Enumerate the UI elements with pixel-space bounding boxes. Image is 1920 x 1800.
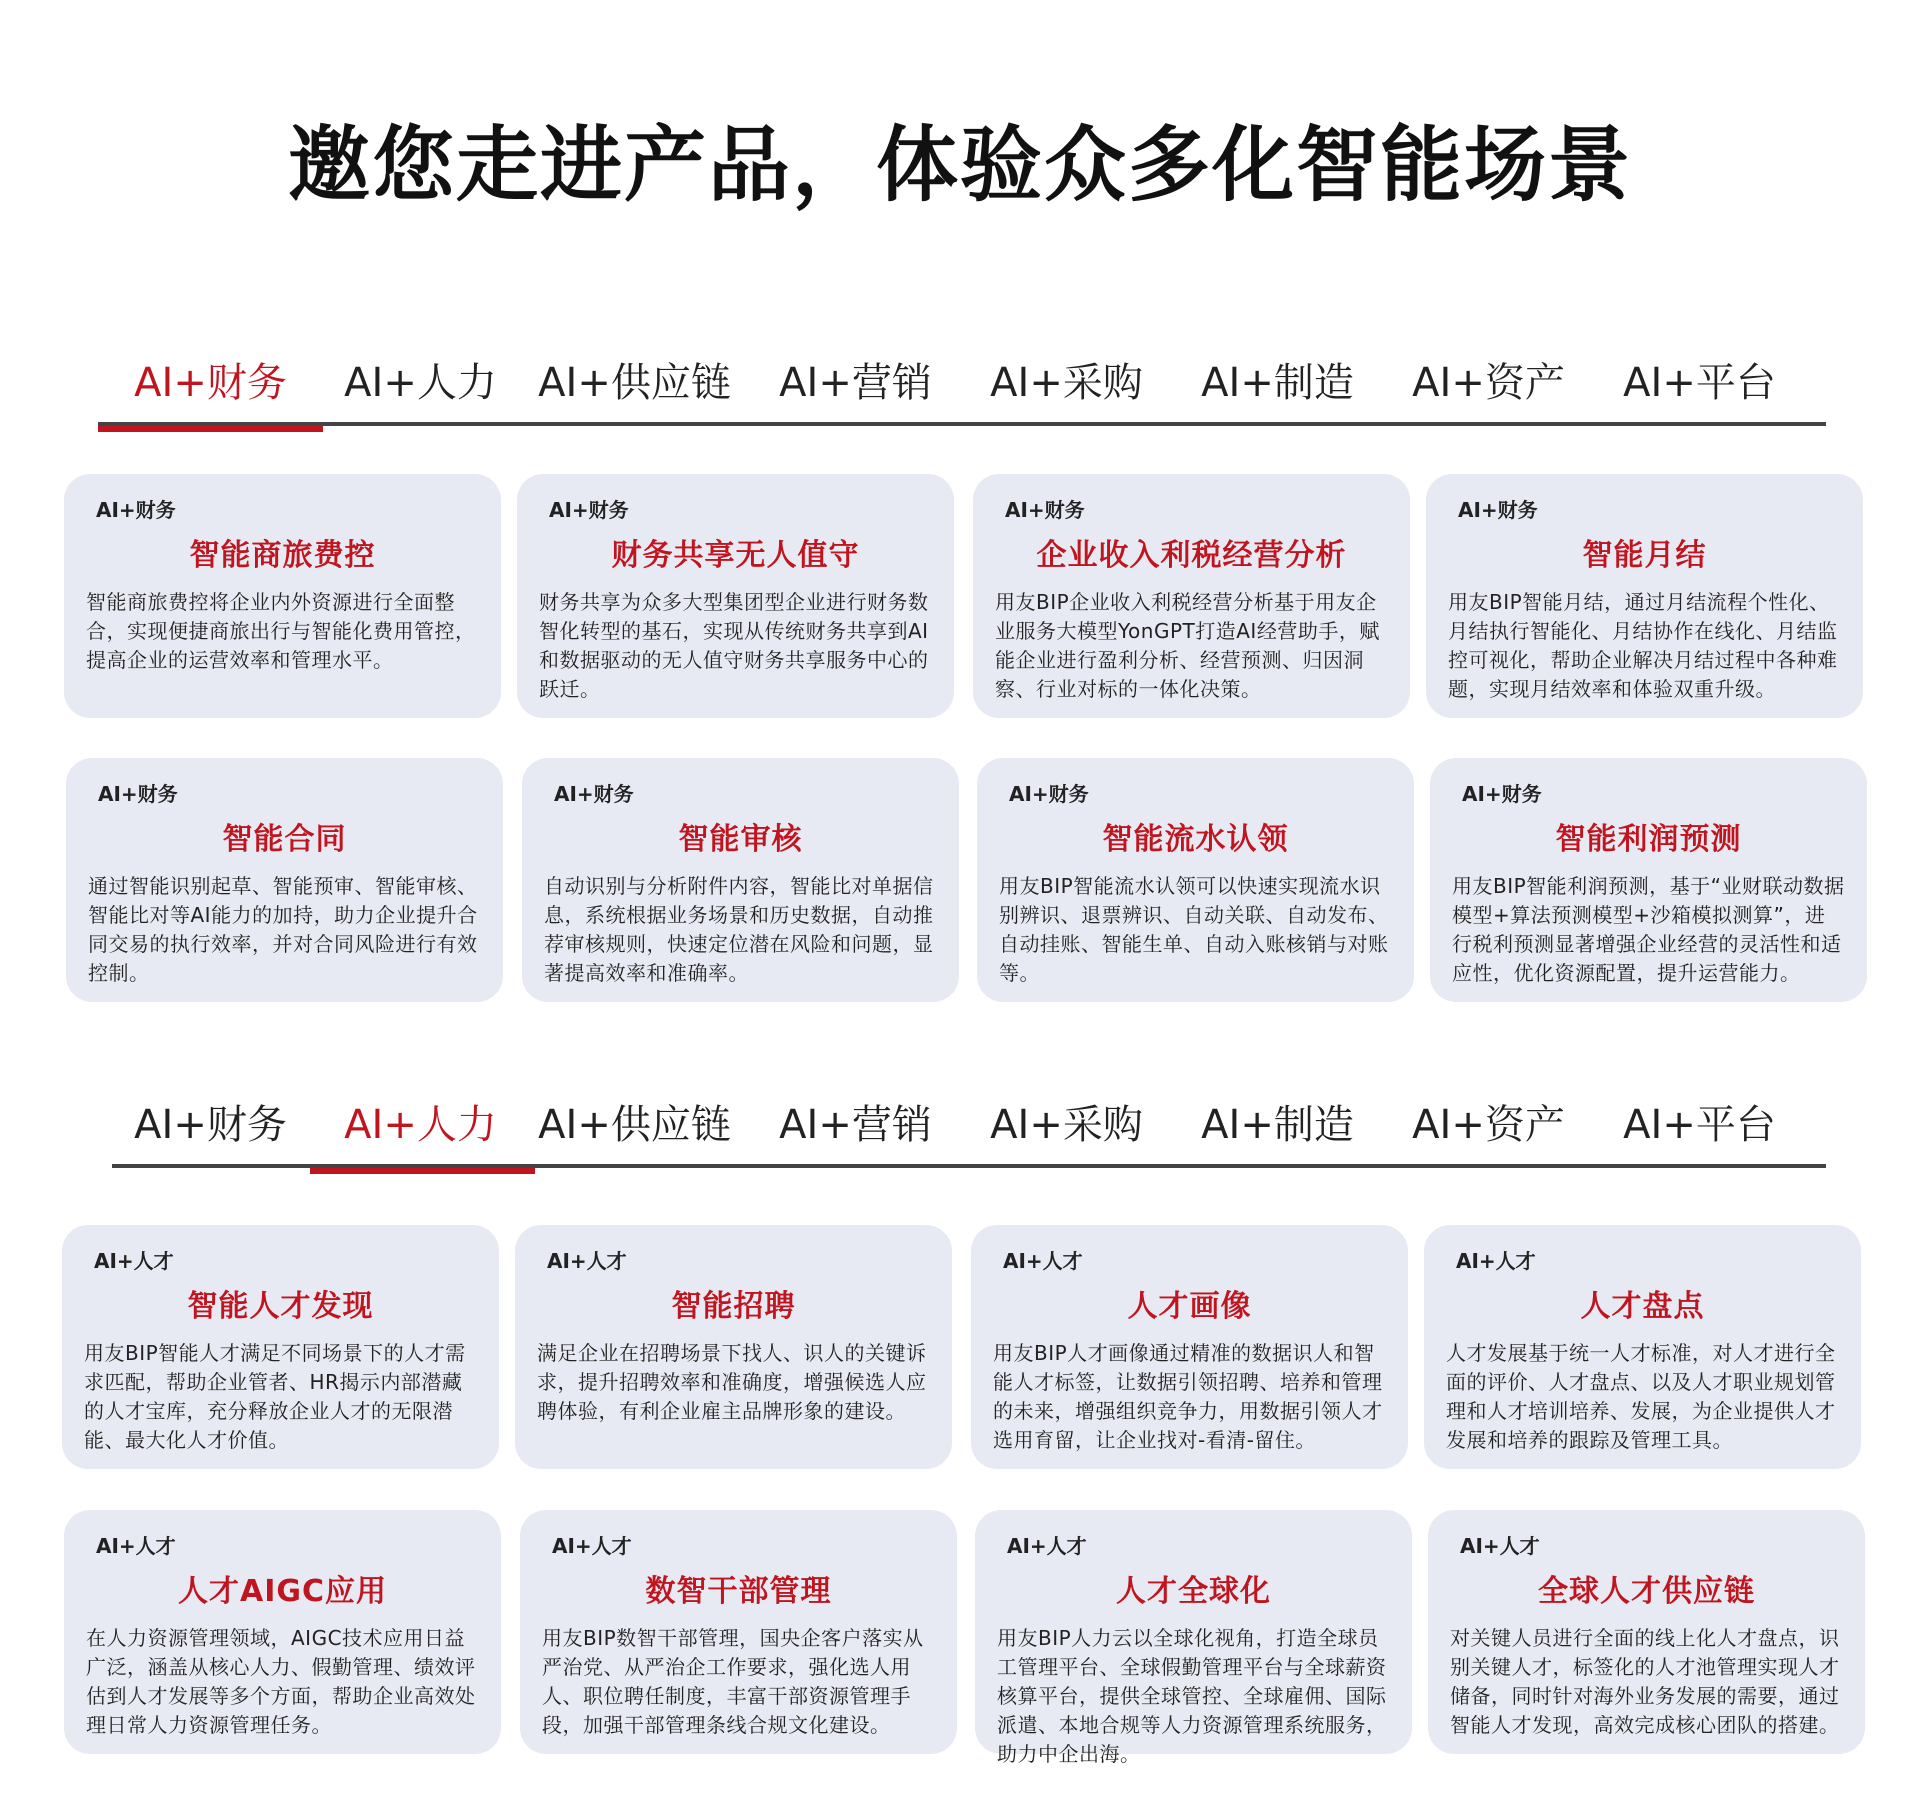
scenario-card[interactable]: [515, 1225, 952, 1469]
card-desc: 用友BIP企业收入利税经营分析基于用友企业服务大模型YonGPT打造AI经营助手，赋能企业进行盈利分析、经营预测、归因洞察、行业对标的一体化决策。: [995, 590, 1380, 701]
card-title: 数智干部管理: [645, 1574, 832, 1609]
card-tag: AI+财务: [1009, 782, 1089, 806]
tab-ai-hr[interactable]: AI+人力: [344, 359, 497, 406]
tab-ai-marketing[interactable]: AI+营销: [779, 359, 932, 406]
scenario-card[interactable]: [1430, 758, 1867, 1002]
card-tag: AI+人才: [1456, 1249, 1536, 1273]
card-tag: AI+人才: [1007, 1534, 1087, 1558]
tab-ai-marketing[interactable]: AI+营销: [779, 1101, 932, 1148]
card-title: 企业收入利税经营分析: [1036, 538, 1347, 573]
scenario-card[interactable]: [522, 758, 959, 1002]
card-desc: 智能商旅费控将企业内外资源进行全面整合，实现便捷商旅出行与智能化费用管控，提高企业的运营效率和管理水平。: [86, 590, 476, 672]
tab-ai-assets[interactable]: AI+资产: [1412, 1101, 1565, 1148]
tab-ai-manufacturing[interactable]: AI+制造: [1201, 1101, 1354, 1148]
card-title: 人才盘点: [1580, 1289, 1705, 1324]
card-title: 人才全球化: [1116, 1574, 1271, 1609]
card-tag: AI+人才: [547, 1249, 627, 1273]
card-title: 财务共享无人值守: [611, 538, 860, 573]
tab-ai-procurement[interactable]: AI+采购: [990, 1101, 1143, 1148]
scenario-card[interactable]: [1426, 474, 1863, 718]
card-tag: AI+人才: [552, 1534, 632, 1558]
card-desc: 用友BIP智能月结，通过月结流程个性化、月结执行智能化、月结协作在线化、月结监控可视化，帮助企业解决月结过程中各种难题，实现月结效率和体验双重升级。: [1448, 590, 1838, 701]
scenario-card[interactable]: [977, 758, 1414, 1002]
tab-ai-procurement[interactable]: AI+采购: [990, 359, 1143, 406]
card-tag: AI+人才: [1003, 1249, 1083, 1273]
card-desc: 人才发展基于统一人才标准，对人才进行全面的评价、人才盘点、以及人才职业规划管理和人才培训培养、发展，为企业提供人才发展和培养的跟踪及管理工具。: [1446, 1341, 1836, 1452]
tab-bar-hr: [112, 1078, 1826, 1168]
scenario-card[interactable]: [62, 1225, 499, 1469]
card-title: 智能商旅费控: [189, 538, 376, 573]
card-title: 智能月结: [1582, 538, 1707, 573]
card-tag: AI+财务: [96, 498, 176, 522]
scenario-card[interactable]: [1428, 1510, 1865, 1754]
tab-ai-assets[interactable]: AI+资产: [1412, 359, 1565, 406]
card-desc: 用友BIP人力云以全球化视角，打造全球员工管理平台、全球假勤管理平台与全球薪资核算平台，提供全球管控、全球雇佣、国际派遣、本地合规等人力资源管理系统服务，助力中企出海。: [997, 1626, 1387, 1766]
card-desc: 通过智能识别起草、智能预审、智能审核、智能比对等AI能力的加持，助力企业提升合同交易的执行效率，并对合同风险进行有效控制。: [88, 874, 478, 985]
tab-bar-baseline: [98, 422, 1826, 426]
card-tag: AI+财务: [554, 782, 634, 806]
scenario-card[interactable]: [975, 1510, 1412, 1766]
tab-ai-finance[interactable]: AI+财务: [134, 359, 287, 406]
tab-ai-platform[interactable]: AI+平台: [1623, 1101, 1776, 1148]
card-title: 全球人才供应链: [1538, 1574, 1755, 1609]
tab-ai-supply-chain[interactable]: AI+供应链: [538, 359, 731, 406]
tab-ai-hr[interactable]: AI+人力: [344, 1101, 497, 1148]
card-tag: AI+财务: [98, 782, 178, 806]
card-tag: AI+财务: [1458, 498, 1538, 522]
card-tag: AI+财务: [1462, 782, 1542, 806]
card-tag: AI+人才: [94, 1249, 174, 1273]
card-tag: AI+人才: [1460, 1534, 1540, 1558]
scenario-card[interactable]: [1424, 1225, 1861, 1469]
card-title: 人才AIGC应用: [177, 1574, 388, 1609]
scenario-card[interactable]: [520, 1510, 957, 1754]
card-desc: 用友BIP智能利润预测，基于“业财联动数据模型+算法预测模型+沙箱模拟测算”，进行税利预测显著增强企业经营的灵活性和适应性，优化资源配置，提升运营能力。: [1452, 874, 1845, 985]
tab-active-underline: [98, 426, 323, 432]
card-desc: 用友BIP智能人才满足不同场景下的人才需求匹配，帮助企业管者、HR揭示内部潜藏的人才宝库，充分释放企业人才的无限潜能、最大化人才价值。: [84, 1341, 466, 1452]
card-desc: 用友BIP智能流水认领可以快速实现流水识别辨识、退票辨识、自动关联、自动发布、自动挂账、智能生单、自动入账核销与对账等。: [999, 874, 1389, 985]
card-title: 智能合同: [222, 822, 347, 857]
scenario-card[interactable]: [517, 474, 954, 718]
tab-ai-finance[interactable]: AI+财务: [134, 1101, 287, 1148]
card-desc: 满足企业在招聘场景下找人、识人的关键诉求，提升招聘效率和准确度，增强候选人应聘体验，有利企业雇主品牌形象的建设。: [537, 1341, 927, 1423]
page-title: 邀您走进产品，体验众多化智能场景: [287, 118, 1632, 213]
card-title: 智能招聘: [671, 1289, 796, 1324]
card-desc: 对关键人员进行全面的线上化人才盘点，识别关键人才，标签化的人才池管理实现人才储备，同时针对海外业务发展的需要，通过智能人才发现，高效完成核心团队的搭建。: [1450, 1626, 1840, 1737]
card-desc: 自动识别与分析附件内容，智能比对单据信息，系统根据业务场景和历史数据，自动推荐审核规则，快速定位潜在风险和问题，显著提高效率和准确率。: [544, 874, 934, 985]
scenario-card[interactable]: [66, 758, 503, 1002]
scenario-card[interactable]: [64, 1510, 501, 1754]
card-title: 智能人才发现: [187, 1289, 374, 1324]
card-tag: AI+人才: [96, 1534, 176, 1558]
card-tag: AI+财务: [549, 498, 629, 522]
tab-ai-platform[interactable]: AI+平台: [1623, 359, 1776, 406]
card-tag: AI+财务: [1005, 498, 1085, 522]
card-title: 智能利润预测: [1555, 822, 1742, 857]
tab-ai-manufacturing[interactable]: AI+制造: [1201, 359, 1354, 406]
tab-active-underline: [310, 1168, 535, 1174]
card-desc: 财务共享为众多大型集团型企业进行财务数智化转型的基石，实现从传统财务共享到AI和数据驱动的无人值守财务共享服务中心的跃迁。: [539, 590, 929, 701]
card-desc: 用友BIP数智干部管理，国央企客户落实从严治党、从严治企工作要求，强化选人用人、职位聘任制度，丰富干部资源管理手段，加强干部管理条线合规文化建设。: [542, 1626, 924, 1737]
card-title: 智能审核: [678, 822, 803, 857]
card-title: 人才画像: [1127, 1289, 1252, 1324]
scenario-card[interactable]: [64, 474, 501, 718]
scenario-card[interactable]: [973, 474, 1410, 718]
card-desc: 在人力资源管理领域，AIGC技术应用日益广泛，涵盖从核心人力、假勤管理、绩效评估到人才发展等多个方面，帮助企业高效处理日常人力资源管理任务。: [86, 1626, 476, 1737]
scenario-card[interactable]: [971, 1225, 1408, 1469]
tab-bar-finance: [98, 336, 1826, 426]
card-title: 智能流水认领: [1102, 822, 1289, 857]
card-desc: 用友BIP人才画像通过精准的数据识人和智能人才标签，让数据引领招聘、培养和管理的未来，增强组织竞争力，用数据引领人才选用育留，让企业找对-看清-留住。: [993, 1341, 1383, 1452]
tab-ai-supply-chain[interactable]: AI+供应链: [538, 1101, 731, 1148]
